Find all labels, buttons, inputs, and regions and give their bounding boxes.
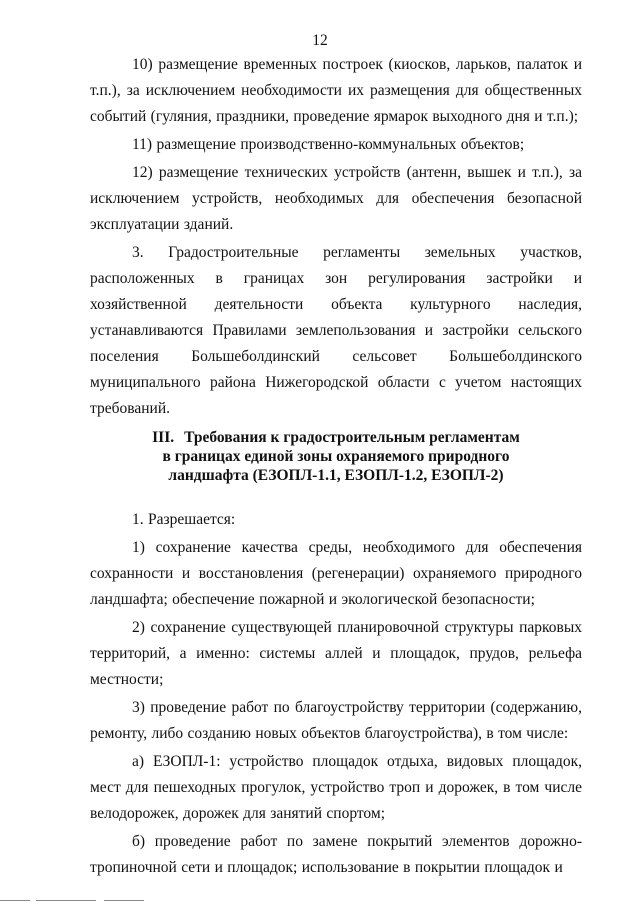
paragraph-item-10: 10) размещение временных построек (киосков, ларьков, палаток и т.п.), за исключением необходимости их размещения для общественных событий (гуляния, праздники, проведение ярмарок выходного дня и т.п.); xyxy=(90,56,582,125)
document-body xyxy=(90,52,582,881)
paragraph-item-12: 12) размещение технических устройств (антенн, вышек и т.п.), за исключением устройств, необходимых для обеспечения безопасной эксплуатации зданий. xyxy=(90,164,582,233)
paragraph-permitted-1: 1) сохранение качества среды, необходимого для обеспечения сохранности и восстановления (регенерации) охраняемого природного ландшафта; обеспечение пожарной и экологической безопасности; xyxy=(90,539,582,608)
footer-mark xyxy=(36,900,96,901)
page-number: 12 xyxy=(312,32,328,49)
footer-mark xyxy=(104,900,144,901)
paragraph-permitted-3a: а) ЕЗОПЛ-1: устройство площадок отдыха, видовых площадок, мест для пешеходных прогулок, устройство троп и дорожек, в том числе велодорожек, дорожек для занятий спортом; xyxy=(90,753,582,822)
section-title-line-3: ландшафта (ЕЗОПЛ-1.1, ЕЗОПЛ-1.2, ЕЗОПЛ-2) xyxy=(168,467,504,484)
paragraph-permitted-3b: б) проведение работ по замене покрытий элементов дорожно-тропиночной сети и площадок; использование в покрытии площадок и xyxy=(90,833,582,876)
paragraph-item-11: 11) размещение производственно-коммунальных объектов; xyxy=(132,136,525,153)
section-title-line-2: в границах единой зоны охраняемого природного xyxy=(162,448,510,465)
section-number: III. xyxy=(152,429,175,446)
section-heading xyxy=(90,428,582,485)
heading-spacer xyxy=(90,485,582,507)
paragraph-permitted: 1. Разрешается: xyxy=(132,511,236,528)
section-title-line-1: Требования к градостроительным регламентам xyxy=(184,429,520,446)
paragraph-clause-3: 3. Градостроительные регламенты земельных участков, расположенных в границах зон регулирования застройки и хозяйственной деятельности объекта культурного наследия, устанавливаются Правилами землепользования и застройки сельского поселения Большеболдинский сельсовет Большеболдинского муниципального района Нижегородской области с учетом настоящих требований. xyxy=(90,244,582,417)
footer-scan-marks xyxy=(0,896,640,905)
paragraph-permitted-3: 3) проведение работ по благоустройству территории (содержанию, ремонту, либо созданию новых объектов благоустройства), в том числе: xyxy=(90,699,582,742)
footer-mark xyxy=(0,900,30,901)
paragraph-permitted-2: 2) сохранение существующей планировочной структуры парковых территорий, а именно: системы аллей и площадок, прудов, рельефа местности; xyxy=(90,619,582,688)
section-heading-line-1 xyxy=(90,428,582,447)
